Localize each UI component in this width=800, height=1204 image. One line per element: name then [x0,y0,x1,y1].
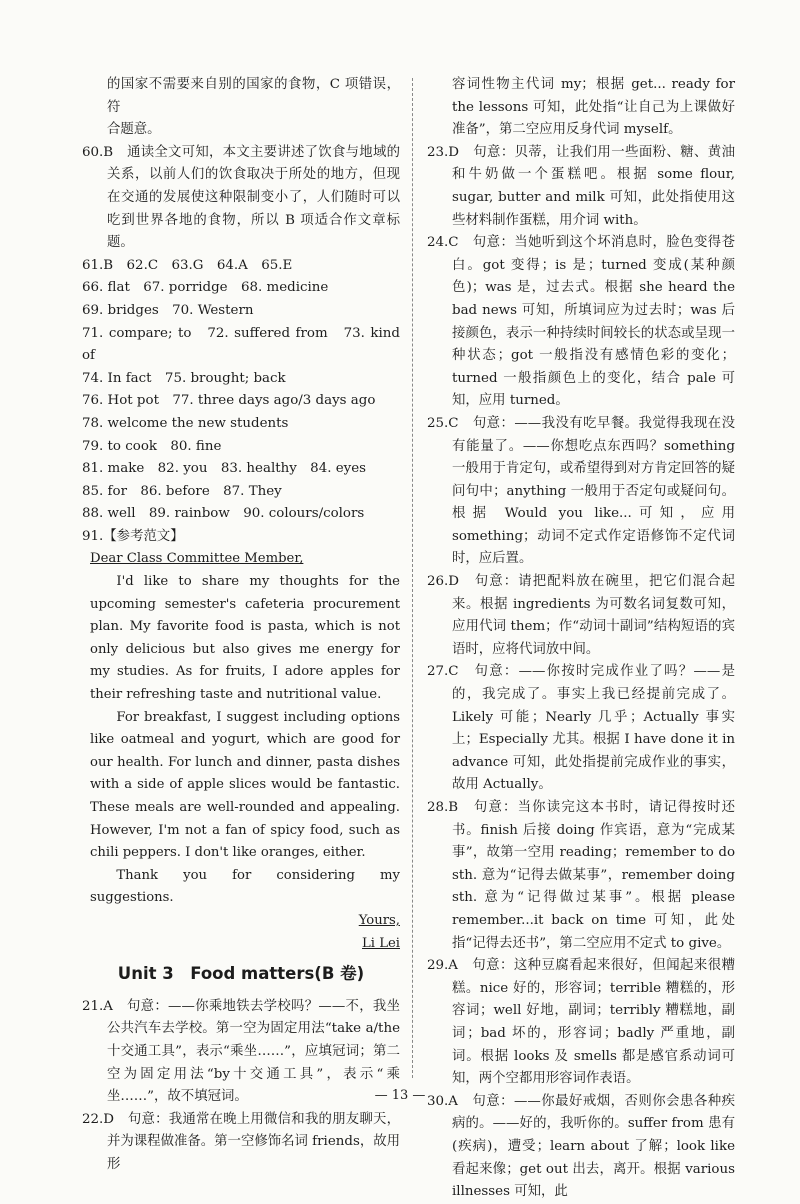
unit-title: Unit 3 Food matters(B 卷) [117,964,365,984]
answer-item-21: 21.A 句意：——你乘地铁去学校吗？——不，我坐公共汽车去学校。第一空为固定用法“take a/the 十交通工具”，表示“乘坐……”，应填冠词；第二空为固定用法“by十交通工具”，表示“乘坐……”，故不填冠词。 [82,998,400,1105]
answer-item-25: 25.C 句意：——我没有吃早餐。我觉得我现在没有能量了。——你想吃点东西吗？something 一般用于肯定句，或希望得到对方肯定回答的疑问句中；anything 一般用于否定句或疑问句。根据 Would you like...可知，应用 something；动词不定式作定语修饰不定代词时，应后置。 [427,415,735,567]
column-divider [412,78,413,1078]
text-line: 合题意。 [107,122,161,138]
answer-item-30: 30.A 句意：——你最好戒烟，否则你会患各种疾病的。——好的，我听你的。suffer from 患有(疾病)，遭受；learn about 了解；look like 看起来像；get out 出去，离开。根据 various illnesses 可知，此 [427,1093,735,1200]
essay-closing: Yours, [358,912,400,928]
answer-line: 69. bridges 70. Western [82,302,254,318]
left-column [82,74,400,1177]
answer-line: 81. make 82. you 83. healthy 84. eyes [82,461,367,477]
answer-line: 78. welcome the new students [82,415,289,431]
answer-item-22: 22.D 句意：我通常在晚上用微信和我的朋友聊天，并为课程做准备。第一空修饰名词 friends，故用形 [82,1111,400,1172]
answer-line: 88. well 89. rainbow 90. colours/colors [82,506,365,522]
answer-line: 71. compare; to 72. suffered from 73. kind of [82,325,400,364]
answer-item-23: 23.D 句意：贝蒂，让我们用一些面粉、糖、黄油和牛奶做一个蛋糕吧。根据 some flour, sugar, butter and milk 可知，此处指使用这些材料制作蛋糕，用介词 with。 [427,144,735,228]
answer-item-27: 27.C 句意：——你按时完成作业了吗？——是的，我完成了。事实上我已经提前完成了。Likely 可能；Nearly 几乎；Actually 事实上；Especially 尤其。根据 I have done it in advance 可知，此处指提前完成作业的事实，故用 Actually。 [427,664,735,793]
answer-line: 66. flat 67. porridge 68. medicine [82,280,329,296]
answer-line: 79. to cook 80. fine [82,438,222,454]
essay-signature: Li Lei [362,935,400,951]
answer-item-26: 26.D 句意：请把配料放在碗里，把它们混合起来。根据 ingredients 为可数名词复数可知，应用代词 them；作“动词十副词”结构短语的宾语时，应将代词放中间。 [427,574,735,657]
answer-item-60: 60.B 通读全文可知，本文主要讲述了饮食与地域的关系，以前人们的饮食取决于所处的地方，但现在交通的发展使这种限制变小了，人们随时可以吃到世界各地的食物，所以 B 项适合作文章标题。 [82,144,400,251]
answer-line: 85. for 86. before 87. They [82,483,282,499]
answer-line: 76. Hot pot 77. three days ago/3 days ago [82,393,376,409]
answer-item-29: 29.A 句意：这种豆腐看起来很好，但闻起来很糟糕。nice 好的，形容词；terrible 糟糕的，形容词；well 好地，副词；terribly 糟糕地，副词；bad 坏的，形容词；badly 严重地，副词。根据 looks 及 smells 都是感官系动词可知，两个空都用形容词作表语。 [427,958,735,1087]
text-line: 容词性物主代词 my；根据 get... ready for the lessons 可知，此处指“让自己为上课做好准备”，第二空应用反身代词 myself。 [452,77,735,138]
answer-line: 61.B 62.C 63.G 64.A 65.E [82,257,293,273]
answer-line: 74. In fact 75. brought; back [82,370,286,386]
essay-paragraph: For breakfast, I suggest including options like oatmeal and yogurt, which are good for our health. For lunch and dinner, pasta dishes with a side of apple slices would be fantastic. These meals are well-rounded and appealing. However, I'm not a fan of spicy food, such as chili peppers. I don't like oranges, either. [90,709,400,861]
essay-paragraph: I'd like to share my thoughts for the upcoming semester's cafeteria procurement plan. My favorite food is pasta, which is not only delicious but also gives me energy for my studies. As for fruits, I adore apples for their refreshing taste and nutritional value. [90,574,400,703]
essay-paragraph: Thank you for considering my suggestions. [90,867,400,906]
right-column [427,74,735,1204]
text-line: 的国家不需要来自别的国家的食物，C 项错误，符 [107,77,400,115]
page-number: — 13 — [374,1088,426,1103]
essay-heading: 91.【参考范文】 [82,528,184,544]
essay-greeting: Dear Class Committee Member, [90,551,304,567]
answer-item-28: 28.B 句意：当你读完这本书时，请记得按时还书。finish 后接 doing 作宾语，意为“完成某事”，故第一空用 reading；remember to do sth. 意为“记得去做某事”，remember doing sth. 意为“记得做过某事”。根据 please remember...it back on time 可知，此处指“记得去还书”，第二空应用不定式 to give。 [427,800,735,951]
sample-essay [82,548,400,955]
answer-item-24: 24.C 句意：当她听到这个坏消息时，脸色变得苍白。got 变得；is 是；turned 变成(某种颜色)；was 是，过去式。根据 she heard the bad news 可知，所填词应为过去时；was 后接颜色，表示一种持续时间较长的状态或呈现一种状态；got 一般指没有感情色彩的变化；turned 一般指颜色上的变化，结合 pale 可知，应用 turned。 [427,235,735,409]
